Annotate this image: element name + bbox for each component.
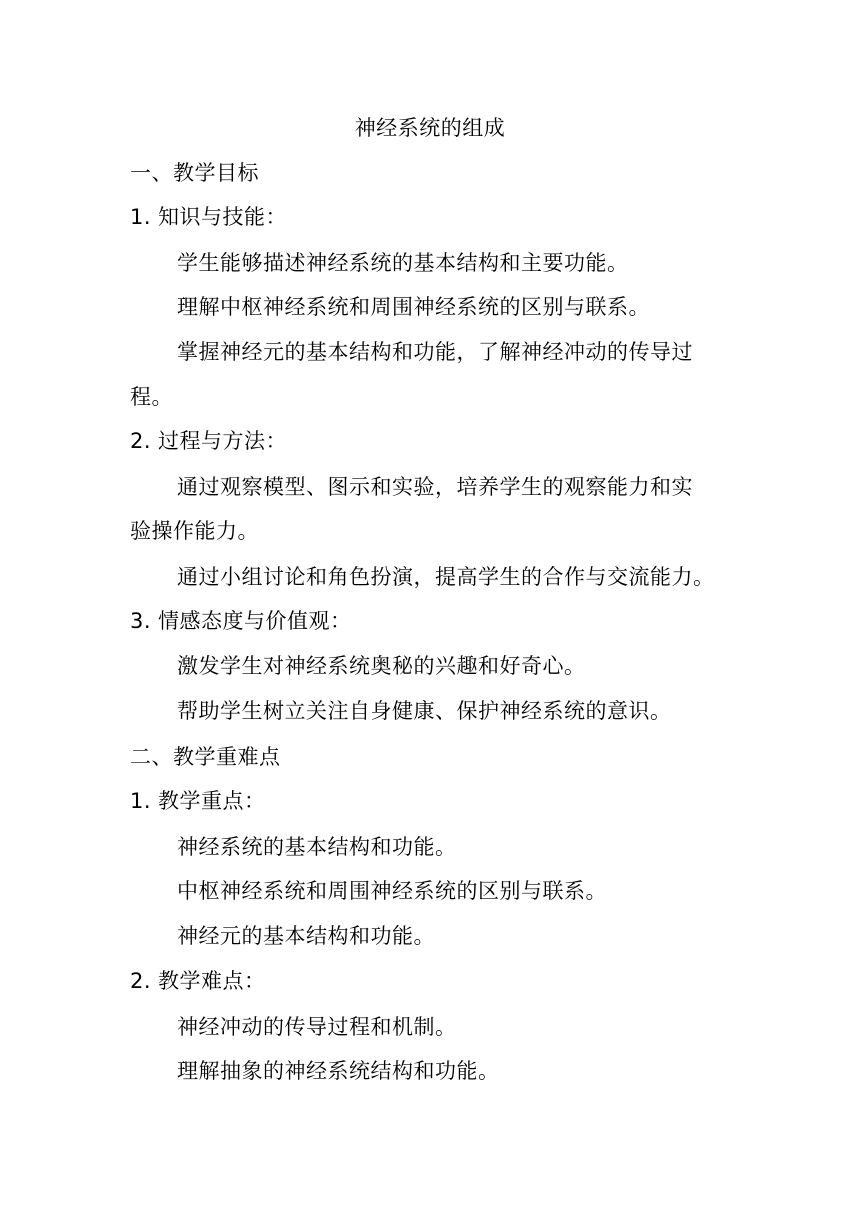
item-label: 知识与技能： (158, 205, 287, 229)
item-key-points (130, 785, 266, 817)
paragraph: 学生能够描述神经系统的基本结构和主要功能。 (177, 251, 629, 275)
paragraph-continuation: 验操作能力。 (130, 519, 259, 543)
item-number: 2. (130, 969, 152, 993)
item-process-methods (130, 425, 287, 457)
paragraph: 理解抽象的神经系统结构和功能。 (177, 1059, 500, 1083)
paragraph: 帮助学生树立关注自身健康、保护神经系统的意识。 (177, 699, 672, 723)
paragraph: 神经冲动的传导过程和机制。 (177, 1015, 457, 1039)
item-label: 教学重点： (158, 789, 266, 813)
item-label: 过程与方法： (158, 429, 287, 453)
item-label: 情感态度与价值观： (158, 609, 352, 633)
paragraph: 神经元的基本结构和功能。 (177, 924, 435, 948)
paragraph: 激发学生对神经系统奥秘的兴趣和好奇心。 (177, 654, 586, 678)
item-number: 1. (130, 789, 152, 813)
paragraph: 通过观察模型、图示和实验，培养学生的观察能力和实 (177, 475, 693, 499)
item-number: 3. (130, 609, 152, 633)
paragraph-continuation: 程。 (130, 385, 173, 409)
paragraph: 理解中枢神经系统和周围神经系统的区别与联系。 (177, 295, 650, 319)
item-label: 教学难点： (158, 969, 266, 993)
document-title: 神经系统的组成 (354, 116, 506, 140)
section-heading-key-difficult: 二、教学重难点 (130, 745, 281, 769)
item-knowledge-skills (130, 201, 287, 233)
section-heading-objectives: 一、教学目标 (130, 161, 259, 185)
paragraph: 神经系统的基本结构和功能。 (177, 835, 457, 859)
paragraph: 通过小组讨论和角色扮演，提高学生的合作与交流能力。 (177, 565, 715, 589)
item-attitudes-values (130, 605, 352, 637)
paragraph: 掌握神经元的基本结构和功能，了解神经冲动的传导过 (177, 340, 693, 364)
item-number: 2. (130, 429, 152, 453)
item-number: 1. (130, 205, 152, 229)
paragraph: 中枢神经系统和周围神经系统的区别与联系。 (177, 879, 607, 903)
item-difficult-points (130, 965, 266, 997)
